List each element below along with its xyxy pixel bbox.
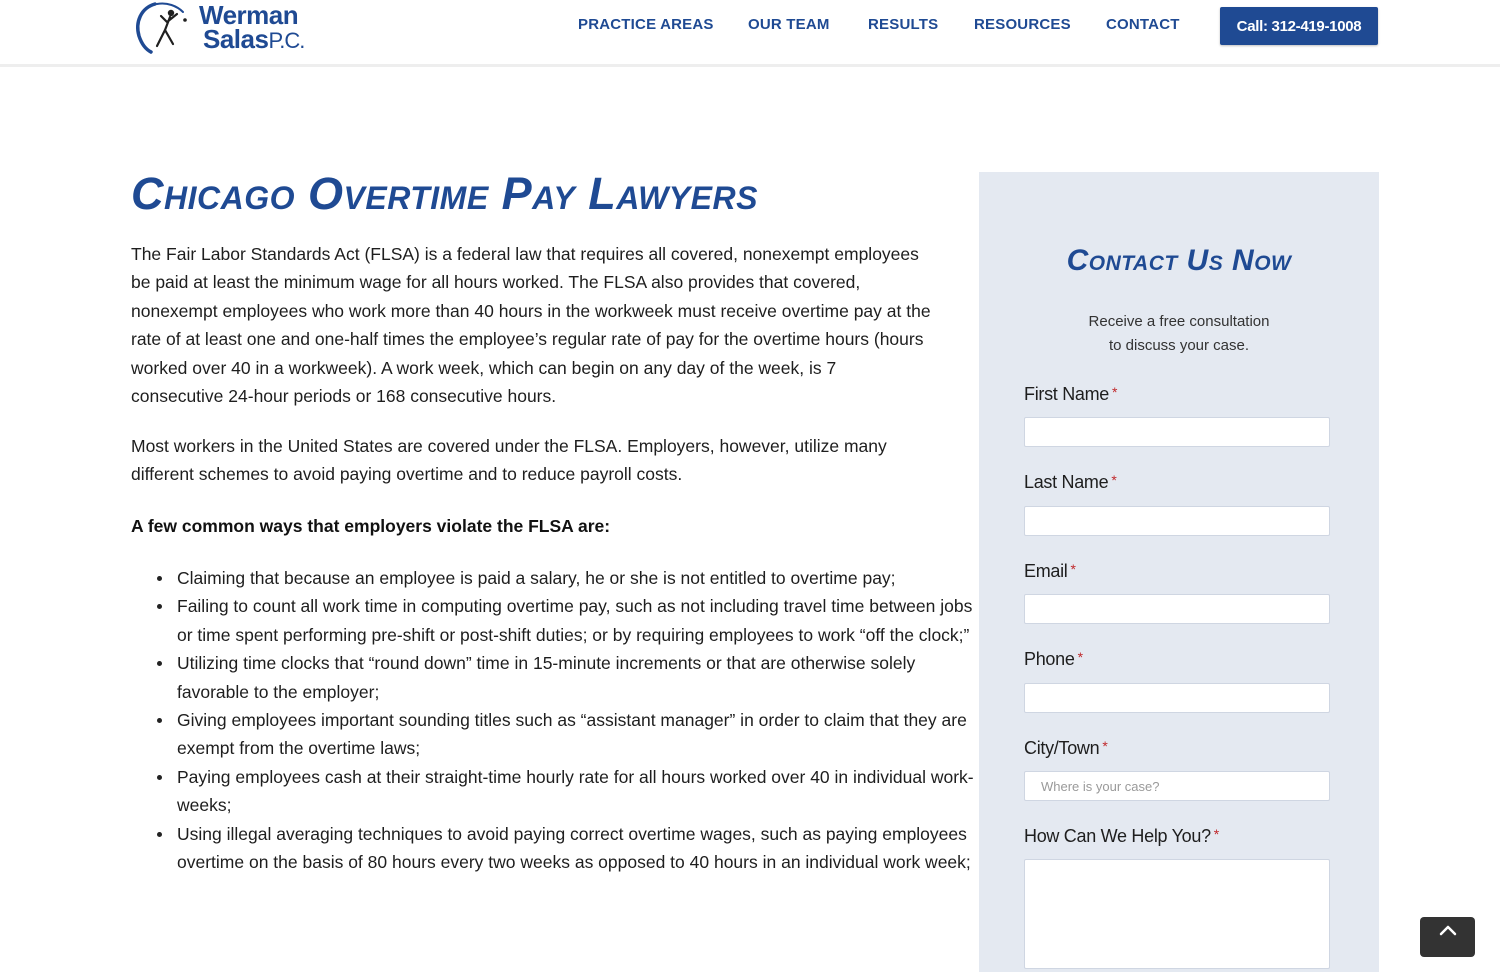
logo-text-line1: Werman <box>199 0 299 30</box>
call-button[interactable]: Call: 312-419-1008 <box>1220 7 1378 45</box>
list-item: Using illegal averaging techniques to avoid paying correct overtime wages, such as paying employees overtime on the basis of 80 hours every two weeks as opposed to 40 hours in an individual work week; <box>177 820 977 877</box>
list-item: Failing to count all work time in computing overtime pay, such as not including travel time between jobs or time spent performing pre-shift or post-shift duties; or by requiring employees to work “off the clock;” <box>177 592 977 649</box>
city-town-label-text: City/Town <box>1024 738 1100 758</box>
phone-label <box>1024 649 1083 670</box>
help-textarea[interactable] <box>1024 859 1330 969</box>
intro-paragraph: The Fair Labor Standards Act (FLSA) is a federal law that requires all covered, nonexempt employees be paid at least the minimum wage for all hours worked. The FLSA also provides that covered, nonexempt employees who work more than 40 hours in the workweek must receive overtime pay at the rate of at least one and one-half times the employee’s regular rate of pay for the overtime hours (hours worked over 40 in a workweek). A work week, which can begin on any day of the week, is 7 consecutive 24-hour periods or 168 consecutive hours. <box>131 244 931 407</box>
site-logo[interactable] <box>133 0 313 56</box>
help-label-text: How Can We Help You? <box>1024 826 1211 846</box>
list-item: Claiming that because an employee is paid a salary, he or she is not entitled to overtime pay; <box>177 564 977 592</box>
form-subtitle-line2: to discuss your case. <box>1108 337 1250 354</box>
required-mark: * <box>1102 738 1108 754</box>
list-item: Giving employees important sounding titles such as “assistant manager” in order to claim that they are exempt from the overtime laws; <box>177 706 977 763</box>
first-name-label-text: First Name <box>1024 384 1110 404</box>
required-mark: * <box>1070 561 1076 577</box>
nav-practice-areas[interactable]: PRACTICE AREAS <box>578 16 714 33</box>
required-mark: * <box>1111 472 1117 488</box>
email-label <box>1024 561 1076 582</box>
nav-our-team[interactable]: OUR TEAM <box>748 16 830 33</box>
chevron-up-icon <box>1438 923 1458 937</box>
nav-contact[interactable]: CONTACT <box>1106 16 1180 33</box>
logo-text-suffix: P.C. <box>268 28 305 53</box>
phone-field[interactable] <box>1024 683 1330 713</box>
list-item: Utilizing time clocks that “round down” time in 15-minute increments or that are otherwise solely favorable to the employer; <box>177 649 977 706</box>
logo-text-line2 <box>203 24 304 55</box>
city-town-field[interactable] <box>1024 771 1330 801</box>
back-to-top-button[interactable] <box>1420 917 1475 957</box>
golfer-swing-icon <box>133 0 193 56</box>
nav-resources[interactable]: RESOURCES <box>974 16 1071 33</box>
help-label <box>1024 826 1219 847</box>
coverage-paragraph: Most workers in the United States are covered under the FLSA. Employers, however, utilize many different schemes to avoid paying overtime and to reduce payroll costs. <box>131 436 887 485</box>
form-subtitle-line1: Receive a free consultation <box>1088 313 1270 330</box>
required-mark: * <box>1112 384 1118 400</box>
violations-list <box>131 564 977 876</box>
last-name-label <box>1024 472 1117 493</box>
phone-label-text: Phone <box>1024 649 1075 669</box>
contact-form-panel <box>979 172 1379 972</box>
last-name-field[interactable] <box>1024 506 1330 536</box>
city-town-label <box>1024 738 1107 759</box>
first-name-label <box>1024 384 1117 405</box>
last-name-label-text: Last Name <box>1024 472 1109 492</box>
form-title: Contact Us Now <box>1066 244 1292 277</box>
violations-heading: A few common ways that employers violate the FLSA are: <box>131 516 611 536</box>
email-field[interactable] <box>1024 594 1330 624</box>
first-name-field[interactable] <box>1024 417 1330 447</box>
site-header <box>0 0 1500 67</box>
main-content <box>131 168 974 873</box>
email-label-text: Email <box>1024 561 1068 581</box>
logo-text-salas: Salas <box>203 24 269 54</box>
required-mark: * <box>1213 826 1219 842</box>
page-title: Chicago Overtime Pay Lawyers <box>131 168 758 219</box>
required-mark: * <box>1077 649 1083 665</box>
list-item: Paying employees cash at their straight-time hourly rate for all hours worked over 40 in individual work-weeks; <box>177 763 977 820</box>
form-subtitle <box>979 310 1379 358</box>
nav-results[interactable]: RESULTS <box>868 16 939 33</box>
